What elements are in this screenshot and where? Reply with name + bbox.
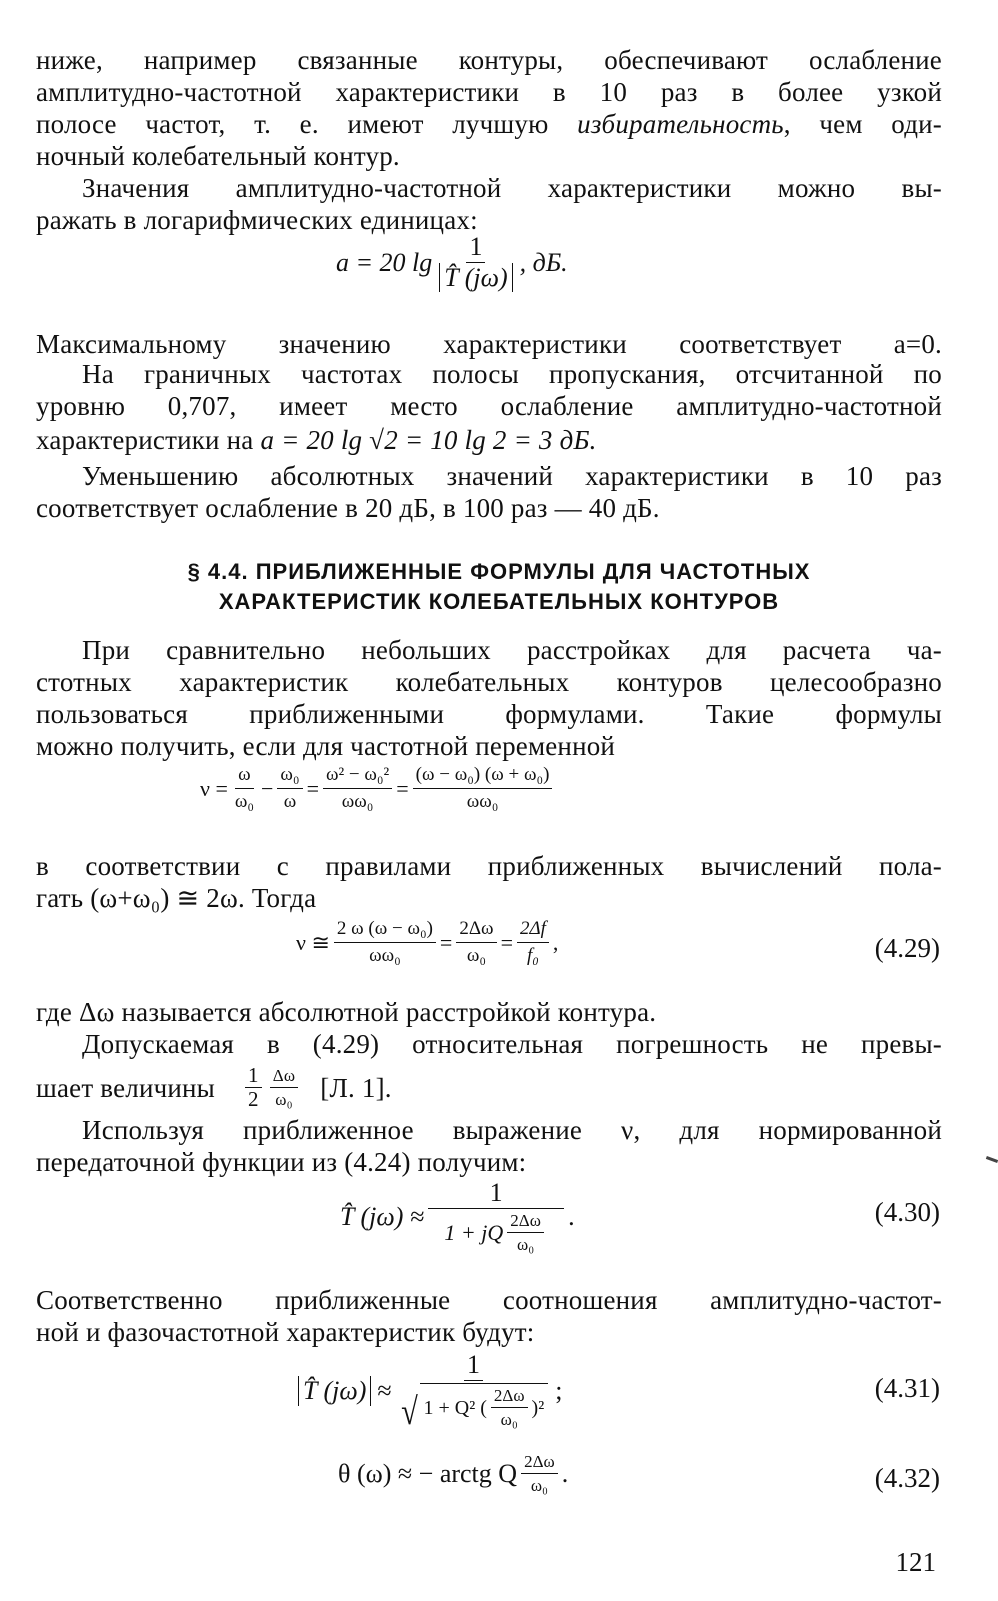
formula-fraction [456, 918, 496, 967]
inline-formula: a = 20 lg √2 = 10 lg 2 = 3 дБ. [260, 425, 597, 455]
nested-fraction [507, 1211, 544, 1254]
text-line: Допускаемая в (4.29) относительная погрешность не превы- [82, 1029, 942, 1059]
fraction-numerator: 2Δω [456, 918, 496, 943]
equation-number: (4.29) [874, 933, 940, 963]
equation-number: (4.31) [874, 1373, 940, 1403]
text-span: , чем оди- [783, 109, 942, 139]
abs-value: T̂ (jω) [298, 1376, 371, 1406]
formula-fraction [277, 764, 302, 813]
section-heading: § 4.4. ПРИБЛИЖЕННЫЕ ФОРМУЛЫ ДЛЯ ЧАСТОТНЫХ [187, 559, 811, 584]
formula-lhs: a = 20 lg [336, 247, 433, 277]
abs-value: T̂ (jω) [439, 263, 512, 292]
fraction-denominator [396, 1381, 552, 1433]
formula-punctuation: , [552, 929, 559, 955]
text-span: характеристики на [36, 425, 261, 455]
text-line: Используя приближенное выражение ν, для нормированной [82, 1115, 942, 1145]
inline-fraction [245, 1063, 262, 1111]
text-line: пользоваться приближенными формулами. Такие формулы [36, 699, 942, 729]
formula-nu-definition [200, 764, 556, 813]
radical-sign: √ [400, 1391, 418, 1433]
formula-operator: ≈ [377, 1375, 392, 1405]
formula-operator: − [261, 775, 274, 801]
text-line [36, 424, 942, 456]
text-span: шает величины [36, 1072, 216, 1103]
text-line [36, 1063, 942, 1111]
section-heading: ХАРАКТЕРИСТИК КОЛЕБАТЕЛЬНЫХ КОНТУРОВ [218, 589, 780, 614]
text-line: соответствует ослабление в 20 дБ, в 100 раз — 40 дБ. [36, 493, 660, 523]
fraction-numerator: 2 ω (ω − ω₀) [334, 918, 436, 943]
fraction-denominator [436, 263, 515, 291]
formula-4-29 [296, 918, 558, 967]
formula-fraction [517, 918, 549, 967]
radicand-term: )² [531, 1396, 545, 1419]
formula-fraction [334, 918, 436, 967]
fraction-numerator: 1 [428, 1180, 564, 1209]
fraction-denominator: ω₀ [275, 1090, 293, 1109]
text-line: уровню 0,707, имеет место ослабление амплитудно-частотной [36, 391, 942, 421]
text-line: в соответствии с правилами приближенных вычислений пола- [36, 851, 942, 881]
fraction-numerator: ω [235, 764, 254, 789]
emphasis-word: избирательность [577, 109, 784, 139]
text-line: ражать в логарифмических единицах: [36, 205, 478, 235]
radicand-term: 1 + Q² ( [423, 1396, 487, 1419]
denominator-term: 1 + jQ [444, 1219, 504, 1245]
fraction-numerator: 1 [245, 1066, 262, 1088]
formula-fraction [521, 1452, 558, 1495]
square-root [399, 1383, 549, 1433]
text-line: Максимальному значению характеристики соответствует a=0. [36, 329, 942, 359]
fraction-numerator: 2Δf [517, 918, 549, 943]
text-line: ночный колебательный контур. [36, 141, 400, 171]
formula-operator: = [306, 775, 319, 801]
formula-lhs: θ (ω) ≈ − arctg Q [338, 1458, 518, 1488]
text-span: полосе частот, т. е. имеют лучшую [36, 109, 578, 139]
fraction-denominator: ωω₀ [341, 791, 374, 812]
formula-punctuation: ; [555, 1375, 563, 1405]
text-line: ной и фазочастотной характеристик будут: [36, 1317, 535, 1347]
fraction-denominator: f₀ [527, 945, 539, 966]
fraction-denominator: ω [283, 791, 297, 812]
fraction-numerator: 2Δω [521, 1452, 558, 1474]
scan-mark [986, 1156, 998, 1163]
text-line: гать (ω+ω₀) ≅ 2ω. Тогда [36, 883, 317, 913]
formula-4-31 [298, 1350, 563, 1433]
fraction-numerator: 2Δω [507, 1211, 544, 1233]
fraction-numerator: 1 [466, 234, 485, 263]
fraction-denominator: ω₀ [530, 1476, 548, 1495]
text-line: амплитудно-частотной характеристики в 10 раз в более узкой [36, 77, 942, 107]
fraction-denominator: ωω₀ [466, 791, 499, 812]
formula-4-32 [338, 1452, 568, 1495]
formula-lhs: T̂ (jω) ≈ [340, 1202, 425, 1231]
formula-4-30 [340, 1180, 575, 1254]
fraction-numerator: (ω − ω₀) (ω + ω₀) [413, 764, 553, 789]
formula-fraction [232, 764, 257, 813]
formula-fraction [436, 234, 515, 291]
fraction-denominator: ω₀ [234, 791, 254, 812]
page-number: 121 [895, 1547, 936, 1577]
reference: [Л. 1]. [320, 1072, 392, 1103]
formula-fraction [413, 764, 553, 813]
formula-attenuation [336, 234, 568, 291]
fraction-denominator: ω₀ [466, 945, 487, 966]
formula-unit: , дБ. [519, 247, 568, 277]
formula-fraction [323, 764, 392, 813]
formula-operator: = [396, 775, 409, 801]
fraction-denominator: 2 [248, 1087, 259, 1111]
equation-number: (4.30) [874, 1197, 940, 1227]
fraction-denominator: ω₀ [517, 1235, 535, 1254]
text-line: При сравнительно небольших расстройках для расчета ча- [82, 635, 942, 665]
text-line: Соответственно приближенные соотношения амплитудно-частот- [36, 1285, 942, 1315]
text-line: где Δω называется абсолютной расстройкой контура. [36, 997, 657, 1027]
fraction-denominator: ωω₀ [369, 945, 401, 966]
inline-fraction [270, 1066, 299, 1109]
text-line: стотных характеристик колебательных контуров целесообразно [36, 667, 942, 697]
fraction-numerator: 1 [464, 1352, 483, 1381]
text-line: передаточной функции из (4.24) получим: [36, 1147, 527, 1177]
fraction-numerator: ω² − ω₀² [323, 764, 392, 789]
text-line: ниже, например связанные контуры, обеспечивают ослабление [36, 45, 942, 75]
fraction-denominator [441, 1209, 550, 1254]
formula-punctuation: . [568, 1202, 575, 1231]
formula-lhs: ν = [200, 775, 228, 801]
text-line: Значения амплитудно-частотной характеристики можно вы- [82, 173, 942, 203]
fraction-denominator: ω₀ [500, 1410, 518, 1429]
fraction-numerator: 2Δω [491, 1386, 528, 1408]
formula-operator: = [439, 929, 453, 955]
text-line: На граничных частотах полосы пропускания, отсчитанной по [82, 359, 942, 389]
fraction-numerator: Δω [270, 1066, 299, 1088]
fraction-numerator: ω₀ [277, 764, 302, 789]
nested-fraction [491, 1386, 528, 1429]
text-line: можно получить, если для частотной переменной [36, 731, 616, 761]
formula-punctuation: . [561, 1458, 569, 1488]
equation-number: (4.32) [874, 1463, 940, 1493]
formula-fraction [396, 1350, 552, 1433]
formula-operator: = [500, 929, 513, 955]
radicand [420, 1383, 549, 1429]
formula-lhs: ν ≅ [296, 929, 330, 955]
formula-fraction [428, 1180, 564, 1254]
text-line: Уменьшению абсолютных значений характеристики в 10 раз [82, 461, 942, 491]
text-line [36, 108, 942, 140]
